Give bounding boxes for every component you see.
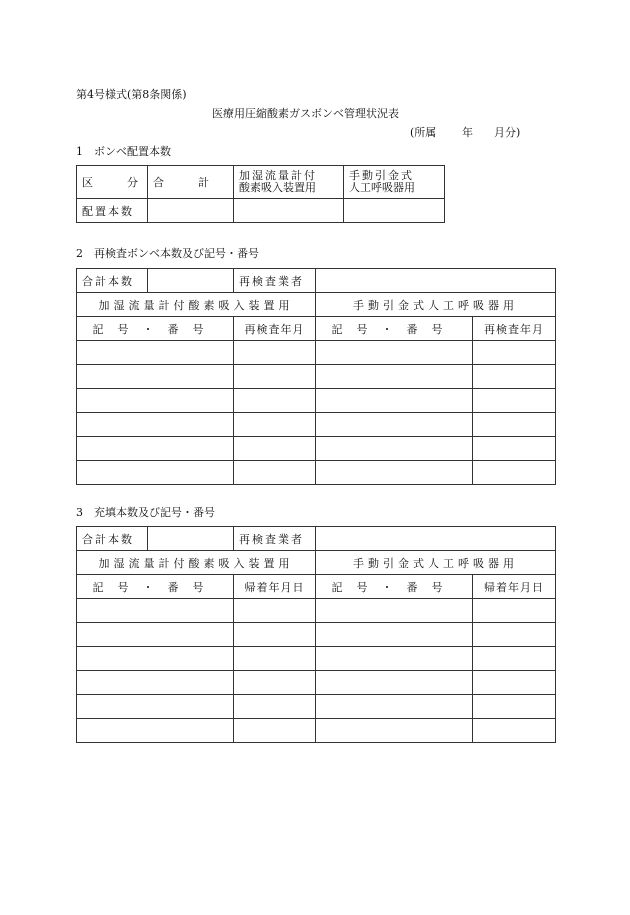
inspector-label: 再検査業者 [234,269,316,293]
date-cell[interactable] [473,389,556,413]
code-cell[interactable] [77,365,234,389]
date-cell[interactable] [234,413,316,437]
filling-table [76,526,556,743]
return-date-header: 帰着年月日 [473,575,556,599]
code-cell[interactable] [316,719,473,743]
table-row [77,437,556,461]
humid-oxygen-group-header: 加湿流量計付酸素吸入装置用 [77,293,316,317]
code-cell[interactable] [316,341,473,365]
date-cell[interactable] [473,719,556,743]
placement-manual-cell[interactable] [344,199,445,223]
date-cell[interactable] [234,341,316,365]
table-row [77,413,556,437]
code-cell[interactable] [316,647,473,671]
code-cell[interactable] [316,599,473,623]
date-cell[interactable] [473,461,556,485]
date-cell[interactable] [234,389,316,413]
reinspection-date-header: 再検査年月 [234,317,316,341]
code-cell[interactable] [316,389,473,413]
date-cell[interactable] [473,413,556,437]
total-count-cell[interactable] [148,527,234,551]
bombe-placement-table [76,165,445,223]
manual-respirator-group-header: 手動引金式人工呼吸器用 [316,551,556,575]
code-cell[interactable] [77,461,234,485]
code-cell[interactable] [316,695,473,719]
date-cell[interactable] [234,695,316,719]
code-cell[interactable] [316,365,473,389]
placement-humid-cell[interactable] [234,199,344,223]
table-row [77,341,556,365]
code-cell[interactable] [316,461,473,485]
form-label: 第4号様式(第8条関係) [76,88,187,101]
code-cell[interactable] [316,671,473,695]
code-cell[interactable] [316,413,473,437]
inspector-cell[interactable] [316,269,556,293]
placement-total-cell[interactable] [148,199,234,223]
header-kubun: 区 分 [77,166,148,199]
date-cell[interactable] [473,341,556,365]
section2-heading: 2 再検査ボンベ本数及び記号・番号 [76,247,259,260]
date-cell[interactable] [473,365,556,389]
code-cell[interactable] [77,389,234,413]
code-number-header: 記号・番号 [316,317,473,341]
header-humid-oxygen: 加湿流量計付 酸素吸入装置用 [234,166,344,199]
code-cell[interactable] [77,647,234,671]
date-cell[interactable] [234,623,316,647]
code-cell[interactable] [77,623,234,647]
date-cell[interactable] [234,647,316,671]
table-row [77,719,556,743]
date-cell[interactable] [234,599,316,623]
section1-heading: 1 ボンベ配置本数 [76,145,171,158]
date-cell[interactable] [473,647,556,671]
total-count-label: 合計本数 [77,527,148,551]
code-cell[interactable] [77,671,234,695]
table-row [77,671,556,695]
date-cell[interactable] [473,599,556,623]
section3-heading: 3 充填本数及び記号・番号 [76,506,215,519]
reinspection-table [76,268,556,485]
row-label-placement: 配置本数 [77,199,148,223]
code-cell[interactable] [77,719,234,743]
date-cell[interactable] [234,365,316,389]
date-cell[interactable] [234,437,316,461]
inspector-label: 再検査業者 [234,527,316,551]
date-cell[interactable] [473,695,556,719]
code-cell[interactable] [77,695,234,719]
header-total: 合 計 [148,166,234,199]
date-cell[interactable] [234,719,316,743]
date-cell[interactable] [234,671,316,695]
table-row [77,623,556,647]
total-count-cell[interactable] [148,269,234,293]
affiliation-month: 月分) [494,126,521,139]
code-number-header: 記号・番号 [77,575,234,599]
code-number-header: 記号・番号 [77,317,234,341]
manual-respirator-group-header: 手動引金式人工呼吸器用 [316,293,556,317]
table-row [77,389,556,413]
return-date-header: 帰着年月日 [234,575,316,599]
code-cell[interactable] [77,413,234,437]
code-cell[interactable] [316,437,473,461]
total-count-label: 合計本数 [77,269,148,293]
table-row [77,599,556,623]
inspector-cell[interactable] [316,527,556,551]
code-cell[interactable] [316,623,473,647]
affiliation-year: 年 [462,126,473,139]
affiliation-open: (所属 [410,126,437,139]
table-row [77,461,556,485]
date-cell[interactable] [473,437,556,461]
document-title: 医療用圧縮酸素ガスボンベ管理状況表 [212,107,399,120]
table-row [77,647,556,671]
date-cell[interactable] [234,461,316,485]
reinspection-date-header: 再検査年月 [473,317,556,341]
table-row [77,365,556,389]
code-number-header: 記号・番号 [316,575,473,599]
table-row [77,695,556,719]
code-cell[interactable] [77,437,234,461]
date-cell[interactable] [473,623,556,647]
date-cell[interactable] [473,671,556,695]
code-cell[interactable] [77,341,234,365]
humid-oxygen-group-header: 加湿流量計付酸素吸入装置用 [77,551,316,575]
header-manual-respirator: 手動引金式 人工呼吸器用 [344,166,445,199]
code-cell[interactable] [77,599,234,623]
